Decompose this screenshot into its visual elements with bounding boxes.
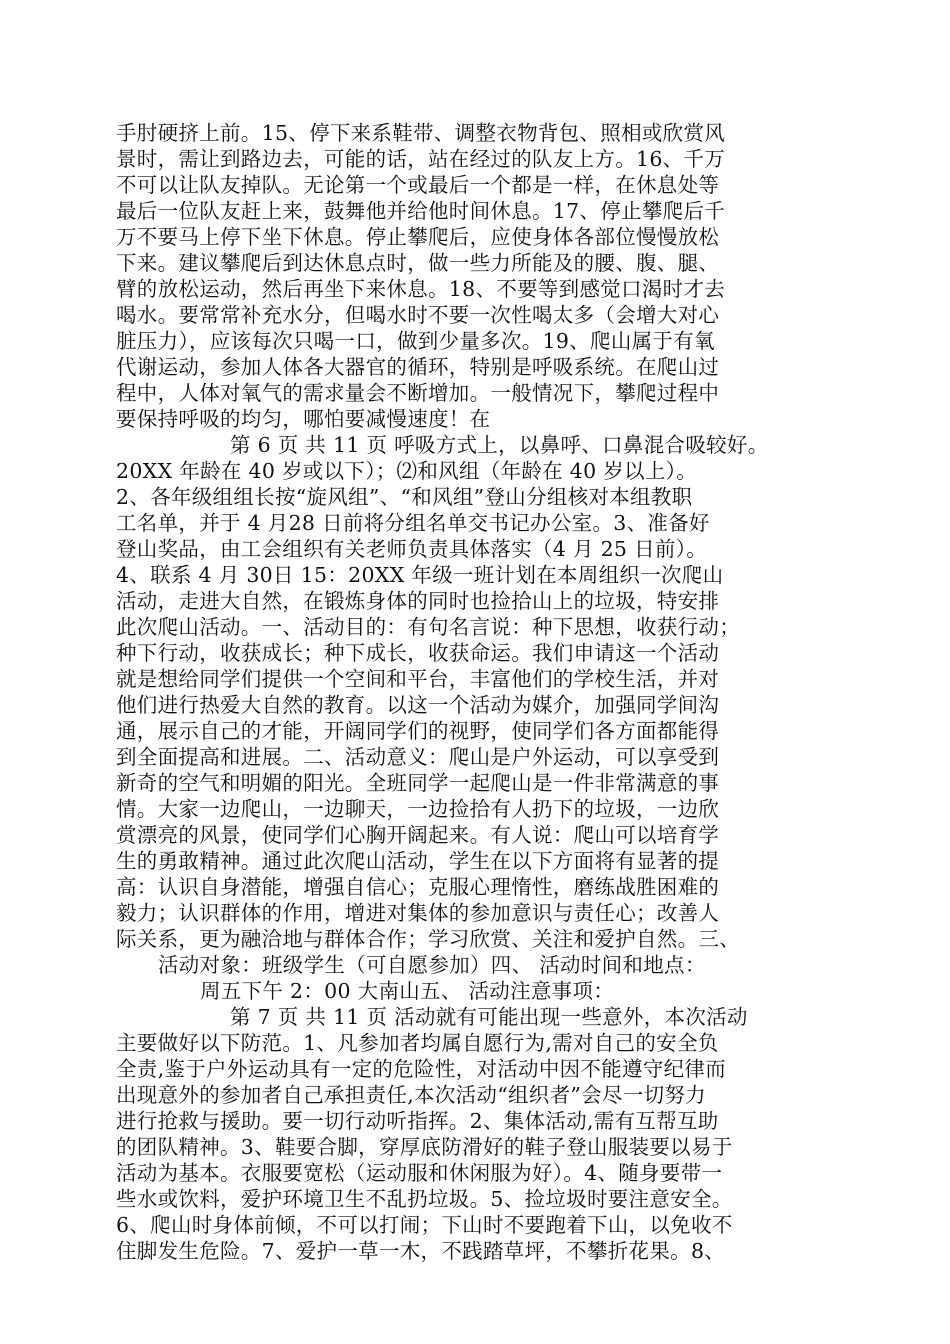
text-line: 臂的放松运动，然后再坐下来休息。18、不要等到感觉口渴时才去	[116, 277, 726, 301]
text-line: 脏压力），应该每次只喝一口，做到少量多次。19、爬山属于有氧	[116, 329, 715, 353]
page-marker-line: 第 6 页 共 11 页 呼吸方式上，以鼻呼、口鼻混合吸较好。	[230, 433, 769, 457]
text-line: 6、爬山时身体前倾，不可以打闹；下山时不要跑着下山，以免收不	[116, 1213, 733, 1237]
text-line: 高：认识自身潜能，增强自信心；克服心理惰性，磨练战胜困难的	[116, 875, 720, 899]
text-line: 活动，走进大自然，在锻炼身体的同时也捡拾山上的垃圾，特安排	[116, 589, 720, 613]
text-line: 此次爬山活动。一、活动目的：有句名言说：种下思想，收获行动；	[116, 615, 740, 639]
text-line: 生的勇敢精神。通过此次爬山活动，学生在以下方面将有显著的提	[116, 849, 720, 873]
text-line: 情。大家一边爬山，一边聊天，一边捡拾有人扔下的垃圾，一边欣	[116, 797, 720, 821]
text-line: 程中，人体对氧气的需求量会不断增加。一般情况下，攀爬过程中	[116, 381, 720, 405]
text-line: 登山奖品，由工会组织有关老师负责具体落实（4 月 25 日前）。	[116, 537, 708, 561]
text-line: 新奇的空气和明媚的阳光。全班同学一起爬山是一件非常满意的事	[116, 771, 720, 795]
text-line: 工名单，并于 4 月28 日前将分组名单交书记办公室。3、准备好	[116, 511, 710, 535]
text-line: 不可以让队友掉队。无论第一个或最后一个都是一样，在休息处等	[116, 173, 720, 197]
text-line: 代谢运动，参加人体各大器官的循环，特别是呼吸系统。在爬山过	[116, 355, 720, 379]
text-line: 际关系，更为融洽地与群体合作；学习欣赏、关注和爱护自然。三、	[116, 927, 740, 951]
text-line: 手肘硬挤上前。15、停下来系鞋带、调整衣物背包、照相或欣赏风	[116, 121, 726, 145]
text-line: 他们进行热爱大自然的教育。以这一个活动为媒介，加强同学间沟	[116, 693, 720, 717]
text-line: 赏漂亮的风景，使同学们心胸开阔起来。有人说：爬山可以培育学	[116, 823, 720, 847]
text-line: 些水或饮料，爱护环境卫生不乱扔垃圾。5、捡垃圾时要注意安全。	[116, 1187, 733, 1211]
text-line: 毅力；认识群体的作用，增进对集体的参加意识与责任心；改善人	[116, 901, 720, 925]
text-line: 2、各年级组组长按“旋风组”、“和风组”登山分组核对本组教职	[116, 485, 693, 509]
text-line: 就是想给同学们提供一个空间和平台，丰富他们的学校生活，并对	[116, 667, 720, 691]
text-line: 通，展示自己的才能，开阔同学们的视野，使同学们各方面都能得	[116, 719, 720, 743]
text-line: 出现意外的参加者自己承担责任,本次活动“组织者”会尽一切努力	[116, 1083, 706, 1107]
text-line: 全责,鉴于户外运动具有一定的危险性，对活动中因不能遵守纪律而	[116, 1057, 727, 1081]
text-line: 周五下午 2：00 大南山五、 活动注意事项：	[200, 979, 615, 1003]
text-line: 种下行动，收获成长；种下成长，收获命运。我们申请这一个活动	[116, 641, 720, 665]
text-line: 景时，需让到路边去，可能的话，站在经过的队友上方。16、千万	[116, 147, 726, 171]
text-line: 20XX 年龄在 40 岁或以下）；⑵和风组（年龄在 40 岁以上）。	[116, 459, 698, 483]
text-line: 要保持呼吸的均匀，哪怕要减慢速度！在	[116, 407, 491, 431]
text-line: 万不要马上停下坐下休息。停止攀爬后，应使身体各部位慢慢放松	[116, 225, 720, 249]
text-line: 住脚发生危险。7、爱护一草一木，不践踏草坪，不攀折花果。8、	[116, 1239, 726, 1263]
text-line: 活动为基本。衣服要宽松（运动服和休闲服为好）。4、随身要带一	[116, 1161, 723, 1185]
text-line: 喝水。要常常补充水分，但喝水时不要一次性喝太多（会增大对心	[116, 303, 720, 327]
text-line: 到全面提高和进展。二、活动意义：爬山是户外运动，可以享受到	[116, 745, 720, 769]
page-marker-line: 第 7 页 共 11 页 活动就有可能出现一些意外，本次活动	[230, 1005, 748, 1029]
text-line: 4、联系 4 月 30日 15：20XX 年级一班计划在本周组织一次爬山	[116, 563, 724, 587]
text-line: 进行抢救与援助。要一切行动听指挥。2、集体活动,需有互帮互助	[116, 1109, 719, 1133]
text-line: 主要做好以下防范。1、凡参加者均属自愿行为,需对自己的安全负	[116, 1031, 719, 1055]
text-line: 活动对象：班级学生（可自愿参加）四、 活动时间和地点：	[158, 953, 706, 977]
text-line: 最后一位队友赶上来，鼓舞他并给他时间休息。17、停止攀爬后千	[116, 199, 726, 223]
text-line: 下来。建议攀爬后到达休息点时，做一些力所能及的腰、腹、腿、	[116, 251, 720, 275]
text-line: 的团队精神。3、鞋要合脚，穿厚底防滑好的鞋子登山服装要以易于	[116, 1135, 733, 1159]
